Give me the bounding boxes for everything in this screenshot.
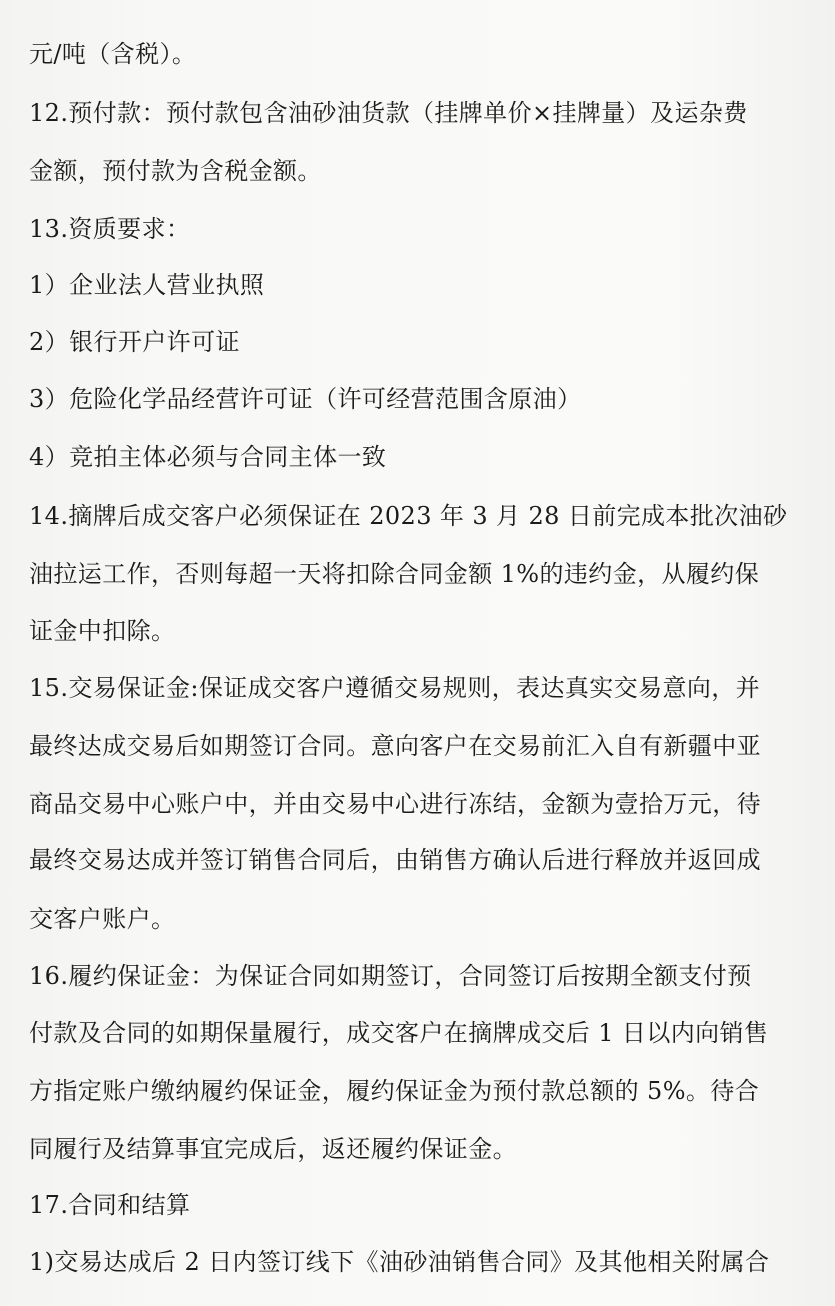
doc-line-18: 付款及合同的如期保量履行，成交客户在摘牌成交后 1 日以内向销售 [29,1019,769,1047]
doc-line-9: 14.摘牌后成交客户必须保证在 2023 年 3 月 28 日前完成本批次油砂 [29,502,788,530]
doc-line-12: 15.交易保证金:保证成交客户遵循交易规则，表达真实交易意向，并 [29,674,761,702]
doc-line-2: 12.预付款：预付款包含油砂油货款（挂牌单价×挂牌量）及运杂费 [29,99,748,127]
doc-line-21: 17.合同和结算 [29,1191,191,1219]
doc-line-16: 交客户账户。 [29,905,176,933]
doc-line-4: 13.资质要求： [29,215,191,243]
doc-line-17: 16.履约保证金：为保证合同如期签订，合同签订后按期全额支付预 [29,962,752,990]
doc-line-5: 1）企业法人营业执照 [29,271,265,299]
doc-line-6: 2）银行开户许可证 [29,328,240,356]
doc-line-15: 最终交易达成并签订销售合同后，由销售方确认后进行释放并返回成 [29,846,761,874]
doc-line-19: 方指定账户缴纳履约保证金，履约保证金为预付款总额的 5%。待合 [29,1077,760,1105]
doc-line-14: 商品交易中心账户中，并由交易中心进行冻结，金额为壹拾万元，待 [29,790,761,818]
doc-line-8: 4）竞拍主体必须与合同主体一致 [29,443,387,471]
doc-line-22: 1)交易达成后 2 日内签订线下《油砂油销售合同》及其他相关附属合 [29,1248,770,1276]
doc-line-11: 证金中扣除。 [29,617,176,645]
doc-line-10: 油拉运工作，否则每超一天将扣除合同金额 1%的违约金，从履约保 [29,560,760,588]
doc-line-20: 同履行及结算事宜完成后，返还履约保证金。 [29,1135,517,1163]
doc-line-3: 金额，预付款为含税金额。 [29,157,322,185]
doc-line-1: 元/吨（含税）。 [29,40,197,68]
doc-line-13: 最终达成交易后如期签订合同。意向客户在交易前汇入自有新疆中亚 [29,732,761,760]
doc-line-7: 3）危险化学品经营许可证（许可经营范围含原油） [29,385,582,413]
